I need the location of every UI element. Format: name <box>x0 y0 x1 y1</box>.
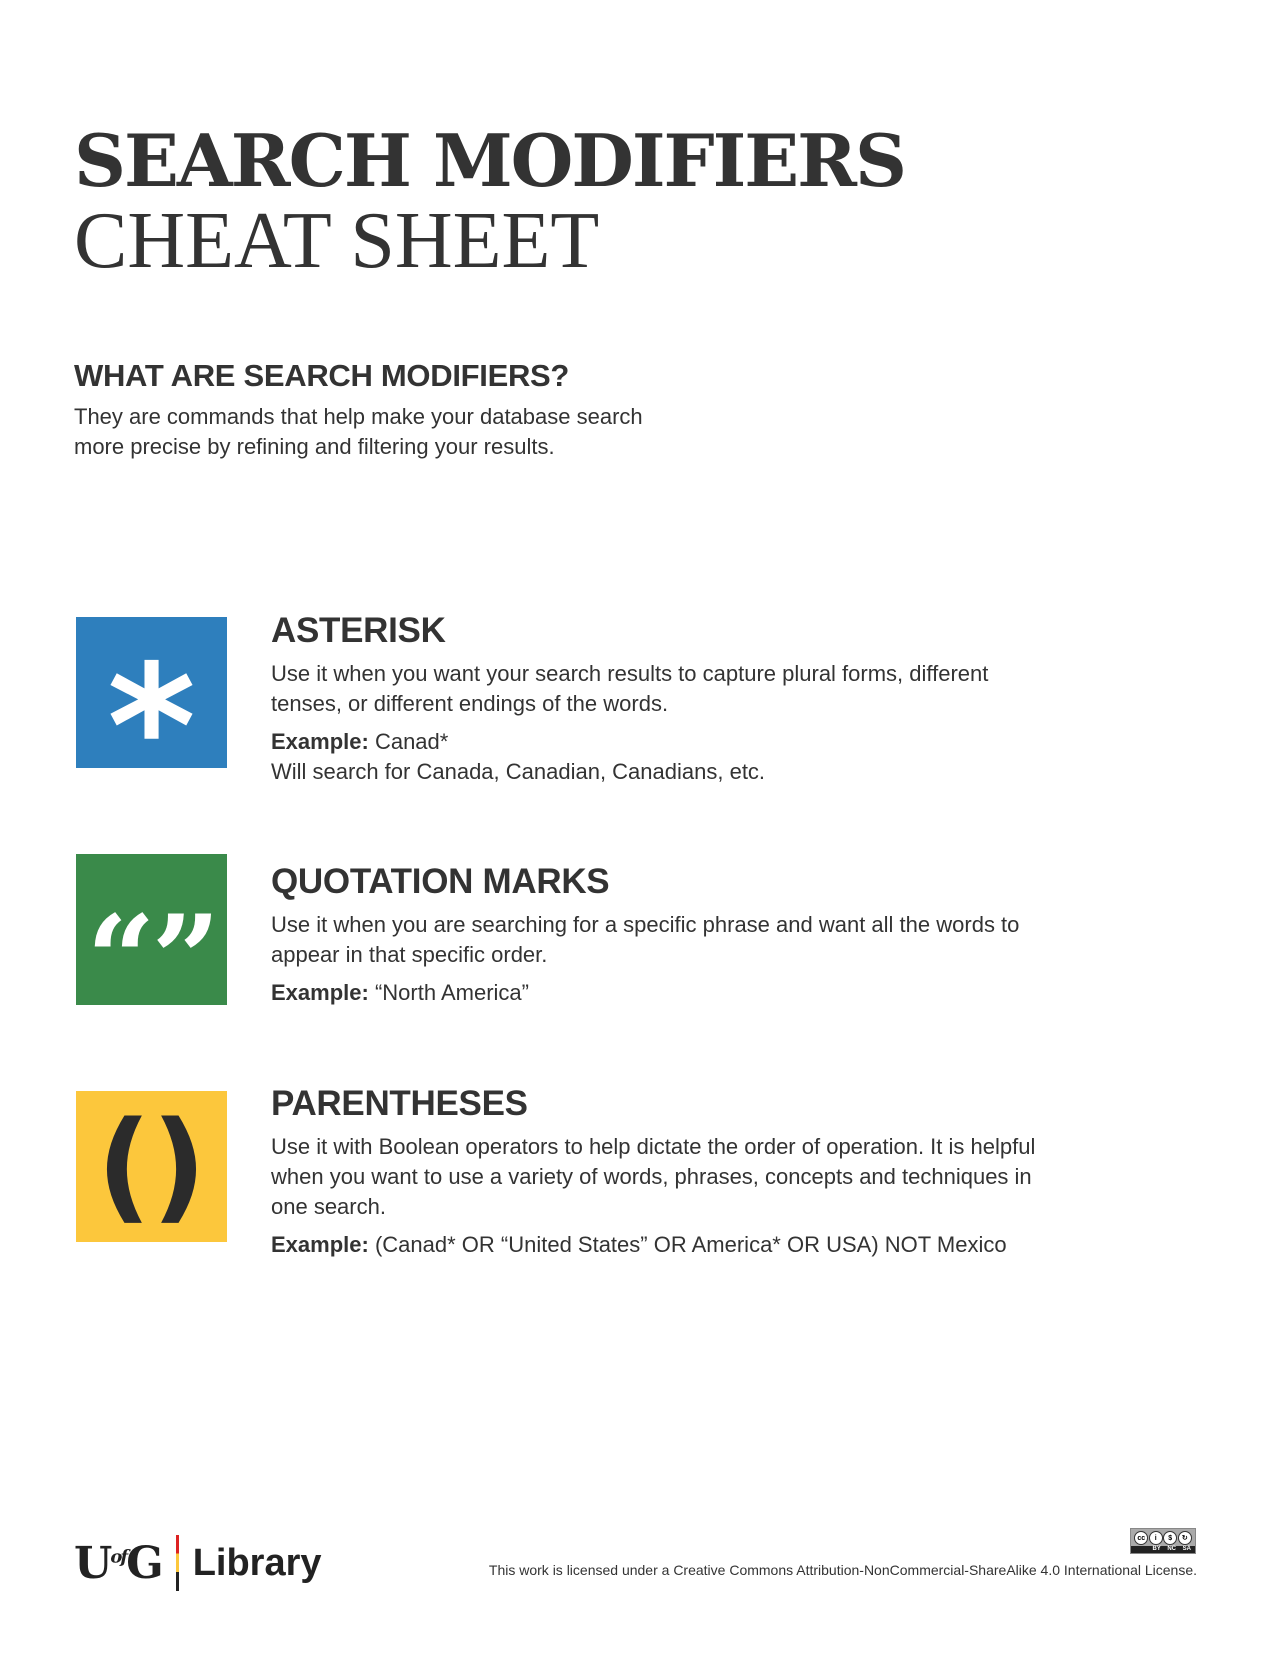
example-label: Example: <box>271 980 369 1005</box>
intro-heading: WHAT ARE SEARCH MODIFIERS? <box>74 358 570 393</box>
asterisk-icon <box>76 617 227 827</box>
uofg-logo-mark: $U^{of}G$ <box>74 1537 162 1589</box>
section-description: Use it with Boolean operators to help dictate the order of operation. It is helpful when you want to use a variety of words, phrases, concepts and techniques in one search. <box>271 1134 1036 1219</box>
example-label: Example: <box>271 729 369 754</box>
section-description: Use it when you want your search results to capture plural forms, different tenses, or different endings of the words. <box>271 661 989 716</box>
intro-section <box>74 358 694 462</box>
section-example <box>271 1230 1051 1260</box>
intro-body: They are commands that help make your database search more precise by refining and filtering your results. <box>74 404 643 459</box>
license-text[interactable]: This work is licensed under a Creative Commons Attribution-NonCommercial-ShareAlike 4.0 International License. <box>488 1562 1197 1578</box>
quotation-marks-icon <box>76 854 227 1030</box>
example-text: “North America” <box>368 980 529 1005</box>
section-title: ASTERISK <box>271 611 446 650</box>
section-description: Use it when you are searching for a specific phrase and want all the words to appear in that specific order. <box>271 912 1020 967</box>
page-title: SEARCH MODIFIERS <box>74 118 906 203</box>
parentheses-icon <box>76 1091 227 1242</box>
logo-divider <box>176 1535 179 1591</box>
parentheses-symbol: () <box>96 1096 207 1236</box>
section-title: QUOTATION MARKS <box>271 862 610 901</box>
section-asterisk <box>271 611 1031 787</box>
section-example <box>271 727 1031 787</box>
nc-icon: $ <box>1163 1531 1177 1545</box>
section-quotation-marks <box>271 862 1031 1008</box>
asterisk-symbol: * <box>107 628 196 827</box>
section-example <box>271 978 1031 1008</box>
example-text: Canad* <box>368 729 449 754</box>
example-note: Will search for Canada, Canadian, Canadians, etc. <box>271 759 766 784</box>
example-text: (Canad* OR “United States” OR America* OR USA) NOT Mexico <box>368 1232 1007 1257</box>
section-parentheses <box>271 1084 1051 1260</box>
uofg-library-logo <box>74 1535 322 1591</box>
cc-icon: cc <box>1134 1531 1148 1545</box>
section-title: PARENTHESES <box>271 1084 528 1123</box>
by-icon: i <box>1149 1531 1163 1545</box>
library-label: Library <box>192 1541 322 1584</box>
creative-commons-badge[interactable] <box>1130 1528 1196 1554</box>
sa-icon: ↻ <box>1178 1531 1192 1545</box>
quotation-symbol: “” <box>86 888 217 1030</box>
cc-badge-label: BY NC SA <box>1152 1546 1191 1552</box>
page-subtitle: CHEAT SHEET <box>74 197 600 285</box>
example-label: Example: <box>271 1232 369 1257</box>
cc-icon-row <box>1131 1529 1195 1546</box>
